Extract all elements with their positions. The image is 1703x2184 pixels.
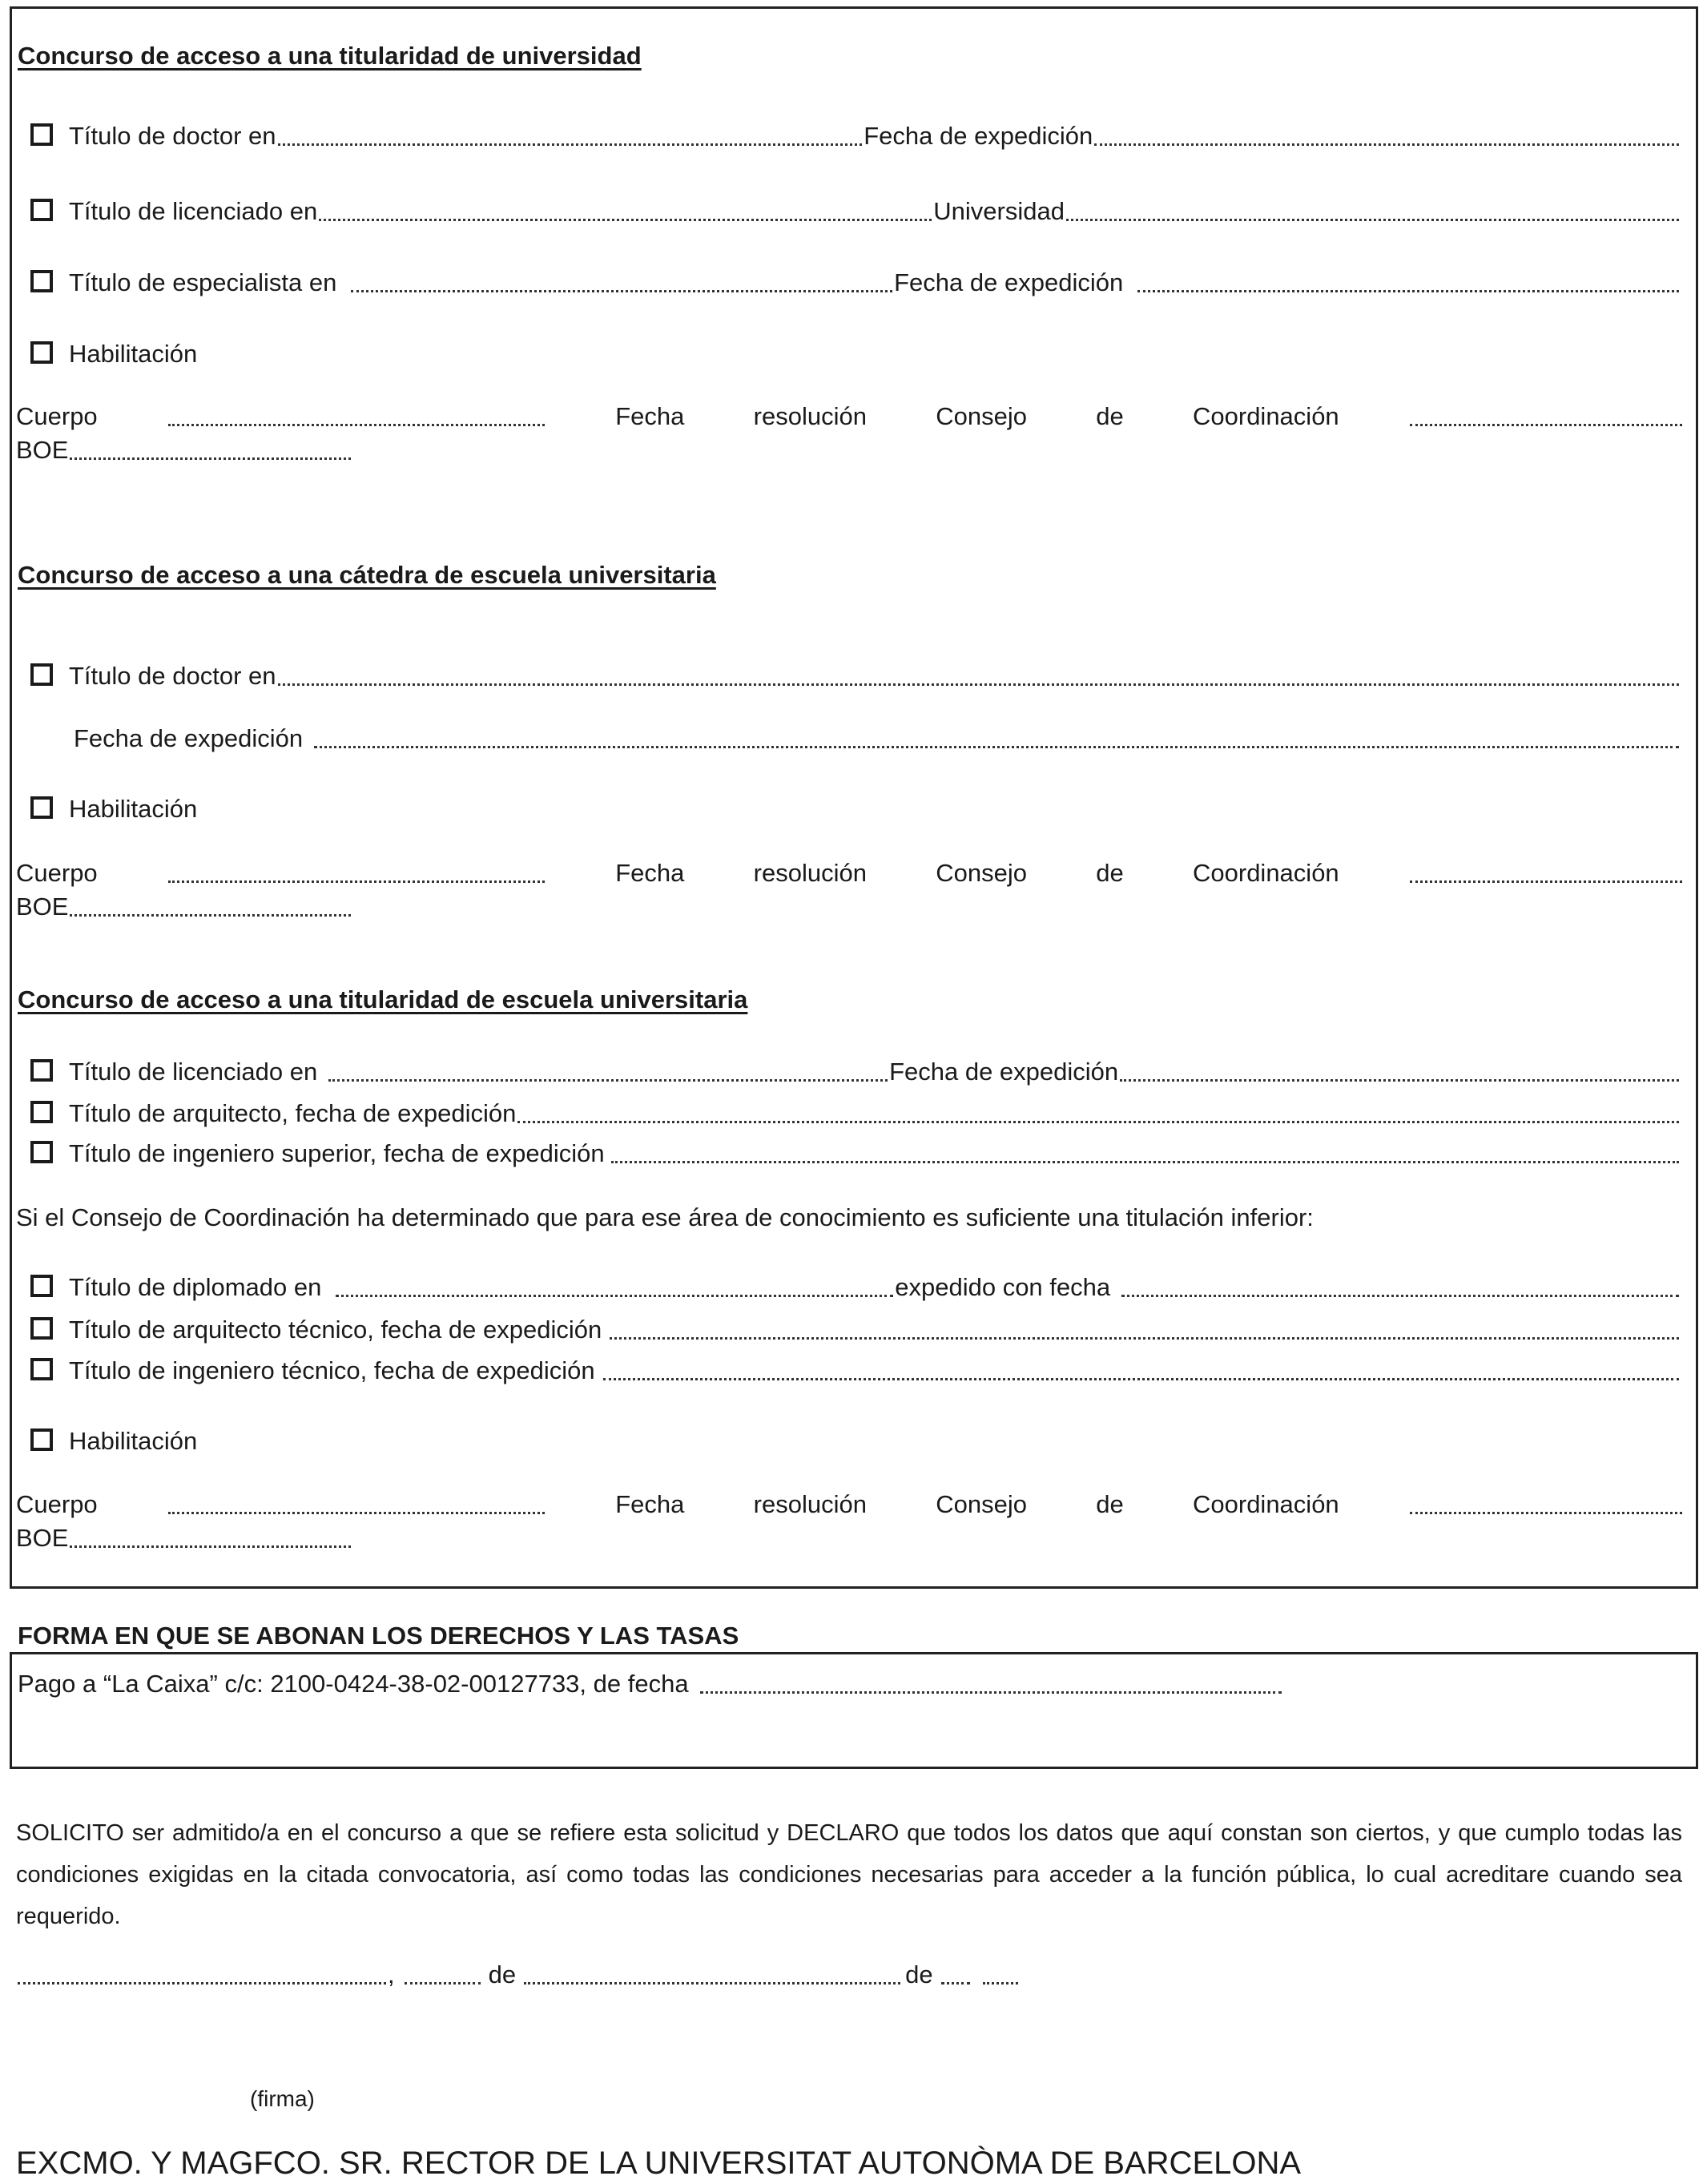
payment-line xyxy=(18,1668,1283,1700)
checkbox-ingeniero-tecnico[interactable] xyxy=(30,1358,53,1380)
titulacion-inferior-note: Si el Consejo de Coordinación ha determinado que para ese área de conocimiento es suficiente una titulación inferior: xyxy=(16,1203,1314,1231)
row-especialista xyxy=(30,267,1681,299)
month-field[interactable] xyxy=(524,1982,900,1985)
checkbox-habilitacion[interactable] xyxy=(30,796,53,819)
label-word: resolución xyxy=(753,1490,867,1518)
row-ingeniero-superior xyxy=(30,1138,1681,1170)
label-boe: BOE xyxy=(16,893,69,921)
label-especialista: Título de especialista en xyxy=(69,268,337,296)
label-habilitacion: Habilitación xyxy=(69,795,198,823)
cuerpo-line xyxy=(16,1489,1684,1521)
signature-label: (firma) xyxy=(250,2086,315,2111)
label-fecha-expedicion: Fecha de expedición xyxy=(864,122,1093,150)
checkbox-arquitecto[interactable] xyxy=(30,1101,53,1123)
label-arquitecto: Título de arquitecto, fecha de expedición xyxy=(69,1099,517,1127)
checkbox-doctor[interactable] xyxy=(30,123,53,146)
label-doctor: Título de doctor en xyxy=(69,122,276,150)
section-title-titularidad-escuela: Concurso de acceso a una titularidad de escuela universitaria xyxy=(18,985,748,1013)
row-diplomado xyxy=(30,1271,1681,1304)
label-word: de xyxy=(1096,1490,1124,1518)
row-ingeniero-tecnico xyxy=(30,1355,1681,1387)
checkbox-ingeniero-superior[interactable] xyxy=(30,1141,53,1163)
date-line xyxy=(16,1959,1073,1991)
label-word: Consejo xyxy=(936,402,1027,430)
row-habilitacion xyxy=(30,1425,511,1457)
payment-heading: FORMA EN QUE SE ABONAN LOS DERECHOS Y LAS TASAS xyxy=(18,1622,739,1650)
label-boe: BOE xyxy=(16,436,69,464)
label-diplomado: Título de diplomado en xyxy=(69,1273,322,1301)
label-word: Fecha xyxy=(615,402,685,430)
label-word: Coordinación xyxy=(1193,1490,1339,1518)
boe-line xyxy=(16,1522,352,1554)
checkbox-licenciado[interactable] xyxy=(30,199,53,221)
addressee: EXCMO. Y MAGFCO. SR. RECTOR DE LA UNIVERSITAT AUTONÒMA DE BARCELONA xyxy=(16,2146,1302,2181)
row-licenciado xyxy=(30,1056,1681,1088)
cuerpo-field[interactable] xyxy=(168,880,545,883)
label-word: Fecha xyxy=(615,1490,685,1518)
label-de: de xyxy=(905,1960,933,1989)
boe-field[interactable] xyxy=(70,457,351,460)
boe-field[interactable] xyxy=(70,914,351,917)
label-de: de xyxy=(488,1960,517,1989)
row-fecha-expedicion xyxy=(74,723,1681,755)
label-word: Consejo xyxy=(936,1490,1027,1518)
doctor-field[interactable] xyxy=(278,683,1680,686)
label-cuerpo: Cuerpo xyxy=(16,859,98,887)
fecha-resolucion-field[interactable] xyxy=(1410,880,1682,883)
cuerpo-line xyxy=(16,401,1684,433)
row-licenciado xyxy=(30,195,1681,228)
fecha-expedicion-field[interactable] xyxy=(314,746,1679,748)
payment-date-field[interactable] xyxy=(700,1691,1282,1694)
checkbox-habilitacion[interactable] xyxy=(30,341,53,364)
fecha-expedicion-field[interactable] xyxy=(1137,290,1679,292)
section-title-titularidad-universidad: Concurso de acceso a una titularidad de universidad xyxy=(18,42,642,70)
label-licenciado: Título de licenciado en xyxy=(69,1058,318,1086)
label-fecha-expedicion: Fecha de expedición xyxy=(74,724,304,752)
cuerpo-field[interactable] xyxy=(168,1512,545,1514)
fecha-resolucion-field[interactable] xyxy=(1410,1512,1682,1514)
checkbox-especialista[interactable] xyxy=(30,270,53,292)
boe-field[interactable] xyxy=(70,1545,351,1548)
row-doctor xyxy=(30,120,1681,152)
checkbox-diplomado[interactable] xyxy=(30,1275,53,1297)
label-expedido-con-fecha: expedido con fecha xyxy=(895,1273,1111,1301)
fecha-resolucion-field[interactable] xyxy=(1410,424,1682,426)
declaration-paragraph: SOLICITO ser admitido/a en el concurso a que se refiere esta solicitud y DECLARO que todos los datos que aquí constan son ciertos, y que cumplo todas las condiciones exigidas en la citada convocatoria, así como todas las condiciones necesarias para acceder a la función pública, lo cual acreditare cuando sea requerido. xyxy=(16,1820,1682,1929)
ingeniero-tecnico-fecha-field[interactable] xyxy=(603,1378,1679,1380)
label-word: de xyxy=(1096,402,1124,430)
label-habilitacion: Habilitación xyxy=(69,340,198,368)
label-word: resolución xyxy=(753,402,867,430)
label-boe: BOE xyxy=(16,1524,69,1552)
checkbox-doctor[interactable] xyxy=(30,663,53,686)
row-doctor xyxy=(30,660,1681,692)
licenciado-field[interactable] xyxy=(328,1079,888,1082)
year-field[interactable] xyxy=(983,1982,1018,1985)
place-field[interactable] xyxy=(18,1982,386,1985)
label-word: Coordinación xyxy=(1193,402,1339,430)
especialista-field[interactable] xyxy=(351,290,892,292)
label-ingeniero-superior: Título de ingeniero superior, fecha de expedición xyxy=(69,1139,605,1167)
doctor-field[interactable] xyxy=(278,143,863,146)
diplomado-field[interactable] xyxy=(336,1295,893,1297)
fecha-expedicion-field[interactable] xyxy=(1094,143,1679,146)
label-word: Consejo xyxy=(936,859,1027,887)
section-title-catedra-escuela: Concurso de acceso a una cátedra de escuela universitaria xyxy=(18,561,716,589)
label-habilitacion: Habilitación xyxy=(69,1427,198,1455)
expedido-fecha-field[interactable] xyxy=(1121,1295,1679,1297)
checkbox-licenciado[interactable] xyxy=(30,1059,53,1082)
label-fecha-expedicion: Fecha de expedición xyxy=(894,268,1124,296)
comma: , xyxy=(388,1960,395,1989)
label-doctor: Título de doctor en xyxy=(69,662,276,690)
label-cuerpo: Cuerpo xyxy=(16,1490,98,1518)
checkbox-habilitacion[interactable] xyxy=(30,1428,53,1451)
day-field[interactable] xyxy=(405,1982,481,1985)
checkbox-arquitecto-tecnico[interactable] xyxy=(30,1317,53,1340)
year-prefix-field[interactable] xyxy=(941,1982,970,1985)
arquitecto-fecha-field[interactable] xyxy=(517,1121,1679,1123)
row-habilitacion xyxy=(30,793,511,825)
label-cuerpo: Cuerpo xyxy=(16,402,98,430)
label-fecha-expedicion: Fecha de expedición xyxy=(889,1058,1119,1086)
cuerpo-field[interactable] xyxy=(168,424,545,426)
label-licenciado: Título de licenciado en xyxy=(69,197,318,225)
label-universidad: Universidad xyxy=(933,197,1065,225)
ingeniero-superior-fecha-field[interactable] xyxy=(611,1161,1679,1163)
fecha-expedicion-field[interactable] xyxy=(1120,1079,1679,1082)
row-habilitacion xyxy=(30,338,511,370)
boe-line xyxy=(16,434,352,466)
label-arquitecto-tecnico: Título de arquitecto técnico, fecha de expedición xyxy=(69,1316,602,1344)
label-word: resolución xyxy=(753,859,867,887)
row-arquitecto xyxy=(30,1098,1681,1130)
licenciado-field[interactable] xyxy=(319,219,932,221)
arquitecto-tecnico-fecha-field[interactable] xyxy=(610,1337,1679,1340)
payment-text: Pago a “La Caixa” c/c: 2100-0424-38-02-00127733, de fecha xyxy=(18,1670,689,1698)
label-word: de xyxy=(1096,859,1124,887)
row-arquitecto-tecnico xyxy=(30,1314,1681,1346)
label-ingeniero-tecnico: Título de ingeniero técnico, fecha de expedición xyxy=(69,1356,595,1384)
cuerpo-line xyxy=(16,857,1684,889)
label-word: Fecha xyxy=(615,859,685,887)
universidad-field[interactable] xyxy=(1066,219,1679,221)
label-word: Coordinación xyxy=(1193,859,1339,887)
boe-line xyxy=(16,891,352,923)
